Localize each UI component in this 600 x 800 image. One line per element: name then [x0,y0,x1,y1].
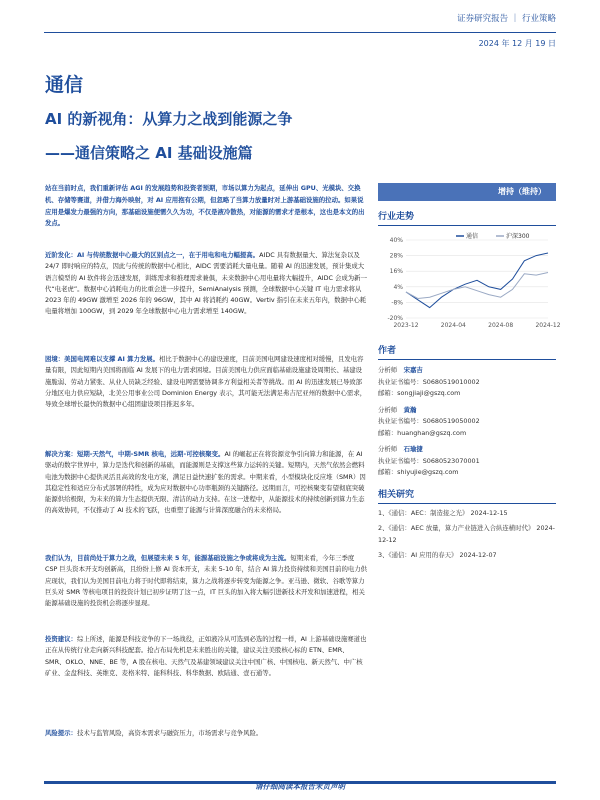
paragraph-outlook [45,553,367,609]
sector-title: 通信 [45,74,84,96]
sidebar [378,183,561,562]
y-tick-label: -8% [391,299,403,307]
paragraph-lead: 困境：美国电网难以支撑 AI 算力发展。 [45,355,160,363]
intro-summary: 站在当前时点，我们重新评估 AGI 的发展趋势和投资者预期，市场以算力为起点，延伸出 GPU、光模块、交换机、存储等赛道，并借力海外映射，对 AI 应用抱有公期，但忽略了当算力放量时对上游基础设施的拉动。如果说应用是爆发力最强的方向，那基础设施便需久久为功，不仅是液冷散热，对能源的需求才是根本，这也是本文的出发点。 [45,184,365,228]
paragraph-text: 短期来看，今年三季度 CSP 巨头资本开支均创新高，且纷纷上修 AI 资本开支，未来 5-10 年，结合 AI 算力投资持续和美国目前的电力供应现状，我们认为美国目前电力将于时代即将结束，算力之战将逐步转变为能源之争。亚马逊、微软、谷歌等算力巨头对 SMR 等核电项目的投资计划已初步证明了这一点，IT 巨头的加入将大幅引进新技术开发和加速进程，相关能源基础设施的投资机会将逐步显现。 [45,554,368,608]
header-divider [44,32,556,33]
analyst-card [378,444,556,479]
analyst-name: 石瑜捷 [403,445,423,453]
paragraph-solutions [45,449,367,517]
footer-notice: 请仔细阅读本报告末页声明 [255,782,345,791]
related-item: 3、《通信：AI 应用的春天》 2024-12-07 [378,551,497,559]
trend-heading: 行业走势 [378,209,556,226]
paragraph-lead: 投资建议： [45,635,77,643]
analyst-cert: 执业证书编号：S0680519050002 [378,417,480,425]
analyst-email: 邮箱：shiyujie@gszq.com [378,468,459,476]
paragraph-lead: 解决方案：短期-天然气，中期-SMR 核电，远期-可控核聚变。 [45,450,225,458]
analyst-role: 分析师 [378,445,398,453]
legend-label: 通信 [466,233,479,240]
y-tick-label: 16% [389,268,403,276]
legend-label: 沪深300 [506,233,530,240]
y-tick-label: 28% [389,252,403,260]
series-line [406,273,548,299]
analyst-cert: 执业证书编号：S0680519010002 [378,377,480,386]
paragraph-text: 技术与监管风险，高资本需求与融资压力，市场需求与竞争风险。 [76,729,263,737]
report-type-tags: 证券研究报告 ｜ 行业策略 [457,14,556,24]
analyst-card [378,405,556,440]
related-item: 2、《通信：AEC 放量，算力产业链进入合纵连横时代》 2024-12-12 [378,524,555,544]
x-tick-label: 2023-12 [393,322,419,329]
analyst-heading: 作者 [378,343,556,360]
paragraph-text: 综上所述，能源是科技竞争的下一场战役，正如液冷从可选到必选的过程一样，AI 上游基础设施赛道也正在从传统行业走向新兴科技配套。抢占布局先机是未来胜出的关键，建议关注美股核心标的 ETN、EMR、SMR、OKLO、NNE、BE 等，A 股在核电、天然气及基建领域建议关注中国广核、中国核电、新天然气、中广核矿业、金盘科技、英维克、麦格米特、能科科技、科华数据、欧陆通、壹石通等。 [45,635,367,677]
x-tick-label: 2024-12 [535,322,561,329]
paragraph-risk [45,728,367,739]
analyst-cert: 执业证书编号：S0680523070001 [378,456,480,465]
paragraph-lead: 近阶发化：AI 与传统数据中心最大的区别点之一，在于用电和电力幅提高。 [45,251,260,259]
analyst-role: 分析师 [378,366,398,374]
paragraph-grid-dilemma [45,354,367,410]
y-tick-label: -20% [387,315,403,322]
paragraph-power-demand [45,250,367,318]
analyst-name: 宋嘉吉 [403,366,423,374]
paragraph-lead: 风险提示： [45,729,77,737]
paragraph-investment [45,634,367,679]
analyst-name: 黄瀚 [403,405,417,414]
related-item: 1、《通信：AEC：制造接之光》 2024-12-15 [378,508,508,517]
paragraph-lead: 我们认为，目前尚处于算力之战，但展望未来 5 年，能源基础设施之争或将成为主流。 [45,554,291,562]
analyst-card [378,365,556,400]
paragraph-text: AIDC 具有数据量大、算法复杂以及 24/7 即时响应的特点，因此与传统的数据中心相比，AIDC 需要消耗大量电量。随着 AI 的迅速发展，预计集成大语言模型的 AI 软件将会迅速发展，训练需求和推理需求兼俱，未来数据中心用电量将大幅提升，AIDC 会成为新一代“电老虎”。数据中心消耗电力的比重会进一步提升，SemiAnalysis 预测，全球数据中心关键 IT 电力需求将从 2023 年的 49GW 激增至 2026 年的 96GW，其中 AI 将消耗约 40GW。Vertiv 指引在未来五年内，数据中心耗电量将增加 100GW，到 2029 年全球数据中心电力需求增至 140GW。 [45,251,367,316]
trend-chart-svg [378,230,561,335]
report-subtitle: ——通信策略之 AI 基础设施篇 [45,144,253,162]
report-title: AI 的新视角：从算力之战到能源之争 [45,110,293,128]
analyst-email: 邮箱：songjiaji@gszq.com [378,389,461,397]
report-date: 2024 年 12 月 19 日 [478,39,556,48]
x-tick-label: 2024-08 [488,322,514,329]
series-line [406,253,548,308]
analyst-email: 邮箱：huanghan@gszq.com [378,428,467,437]
y-tick-label: 4% [393,283,403,291]
trend-chart [378,230,561,335]
paragraph-text: 相比于数据中心的建设速度，目前美国电网建设速度相对缓慢，且发电容量有限，因此短期内美国将面临 AI 发展下的电力需求困境。目前美国电力供应面临基础设施建设周期长、基建设施脆弱、劳动力紧张、从业人员缺乏经验、建设电网需要协调多方利益相关者等挑战。而 AI 的迅速发展已导致部分地区电力供应短缺，北美公用事业公司 Dominion Energy 表示，其可能无法满足弗吉尼亚州的数据中心需求，导致全球增长最快的数据中心组团建设项目推迟多年。 [45,355,367,409]
x-tick-label: 2024-04 [440,322,466,329]
related-heading: 相关研究 [378,487,556,504]
rating-badge: 增持（维持） [378,183,556,201]
analyst-role: 分析师 [378,405,398,414]
y-tick-label: 40% [389,237,403,244]
paragraph-text: AI 的崛起正在将资源竞争引向算力和能源，在 AI 驱动的数字世界中，算力是迭代和创新的基础，而能源则是支撑这些算力运转的关键。短期内，天然气依然会燃料电池为数据中心提供灵活且高效的发电方案，满足日益快速扩张的需求。中期来看，小型模块化反应堆（SMR）因其稳定性和适应分布式部署的特性，成为应对数据中心功率瓶颈的关键路径。远期而言，可控核聚变有望彻底突破能源供给极限，为未来的算力生态提供无限、清洁的动力支持。在这一进程中，从能源技术的持续创新到算力生态的高效协同，不仅推动了 AI 技术的飞跃，也重塑了能源与计算深度融合的未来格局。 [45,450,366,515]
